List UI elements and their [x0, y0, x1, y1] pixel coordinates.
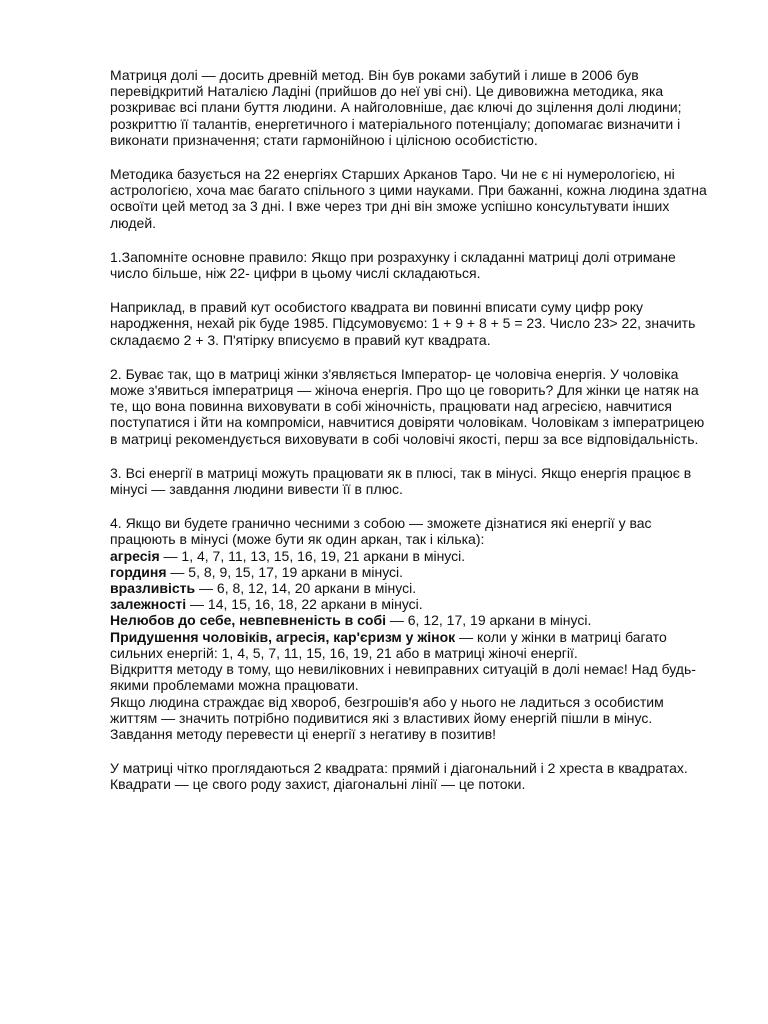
list-item-term: залежності — [110, 596, 187, 613]
list-item-text: — 6, 8, 12, 14, 20 аркани в мінусі. — [195, 580, 417, 597]
list-item-term: Нелюбов до себе, невпевненість в собі — [110, 612, 386, 629]
list-item — [110, 612, 710, 628]
paragraph-rule-3: 3. Всі енергії в матриці можуть працювати як в плюсі, так в мінусі. Якщо енергія працює в мінусі — завдання людини вивести її в плюс. — [110, 464, 692, 498]
list-item — [110, 629, 710, 661]
list-item — [110, 580, 710, 596]
document-body — [110, 67, 710, 811]
rule-4-block — [110, 515, 710, 742]
list-item-text: — 5, 8, 9, 15, 17, 19 аркани в мінусі. — [166, 563, 404, 580]
list-item-text: — 14, 15, 16, 18, 22 аркани в мінусі. — [186, 596, 423, 613]
list-item — [110, 596, 710, 612]
closing-squares: У матриці чітко проглядаються 2 квадрата: прямий і діагональний і 2 хреста в квадратах. — [110, 760, 688, 777]
list-item — [110, 564, 710, 580]
list-item-text: — 6, 12, 17, 19 аркани в мінусі. — [385, 612, 592, 629]
rule-4-intro: 4. Якщо ви будете гранично чесними з собою — зможете дізнатися які енергії у вас працюють в мінусі (може бути як один аркан, так і кілька): — [110, 515, 652, 548]
rule-4-discovery: Відкриття методу в тому, що невиліковних і невиправних ситуацій в долі немає! Над будь-якими проблемами можна працювати. — [110, 661, 696, 694]
paragraph-method: Методика базується на 22 енергіях Старших Арканов Таро. Чи не є ні нумерологією, ні астрологією, хоча має багато спільного з цими науками. При бажанні, кожна людина здатна освоїти цей метод за 3 дні. І вже через три дні він зможе успішно консультувати інших людей. — [110, 166, 707, 231]
paragraph-rule-2: 2. Буває так, що в матриці жінки з'являється Імператор- це чоловіча енергія. У чоловіка може з'явиться імператриця — жіноча енергія. Про що це говорить? Для жінки це натяк на те, що вона повинна виховувати в собі жіночність, працювати над агресією, навчитися поступатися і йти на компроміси, навчитися довіряти чоловікам. Чоловікам з імператрицею в матриці рекомендується виховувати в собі чоловічі якості, перш за все відповідальність. — [110, 365, 705, 447]
list-item-text: — коли у жінки в матриці багато сильних енергій: 1, 4, 5, 7, 11, 15, 16, 19, 21 або в матриці жіночі енергії. — [110, 628, 667, 661]
paragraph-rule-1: 1.Запомніте основне правило: Якщо при розрахунку і складанні матриці долі отримане число більше, ніж 22- цифри в цьому числі складаються. — [110, 248, 676, 282]
list-item-term: гординя — [110, 563, 167, 580]
paragraph-intro: Матриця долі — досить древній метод. Він був роками забутий і лише в 2006 був перевідкритий Наталією Ладіні (прийшов до неї уві сні). Це дивовижна методика, яка розкриває всі плани буття людини. А найголовніше, дає ключі до зцілення долі людини; розкриттю її талантів, енергетичного і матеріального потенціалу; допомагає визначити і виконати призначення; стати гармонійною і цілісною особистістю. — [110, 67, 682, 148]
list-item — [110, 548, 710, 564]
list-item-text: — 1, 4, 7, 11, 13, 15, 16, 19, 21 аркани в мінусі. — [159, 547, 466, 564]
closing-block — [110, 760, 710, 792]
list-item-term: Придушення чоловіків, агресія, кар'єризм у жінок — [110, 628, 456, 645]
list-item-term: вразливість — [110, 580, 196, 597]
closing-protection: Квадрати — це свого роду захист, діагональні лінії — це потоки. — [110, 776, 526, 793]
paragraph-example: Наприклад, в правий кут особистого квадрата ви повинні вписати суму цифр року народження, нехай рік буде 1985. Підсумовуємо: 1 + 9 + 8 + 5 = 23. Число 23> 22, значить складаємо 2 + 3. П'ятірку вписуємо в правий кут квадрата. — [110, 299, 696, 348]
list-item-term: агресія — [110, 547, 160, 564]
rule-4-sickness: Якщо людина страждає від хвороб, безгрошів'я або у нього не ладиться з особистим життям — значить потрібно подивитися які з властивих йому енергій пішли в мінус. Завдання методу перевести ці енергії з негативу в позитив! — [110, 693, 664, 742]
